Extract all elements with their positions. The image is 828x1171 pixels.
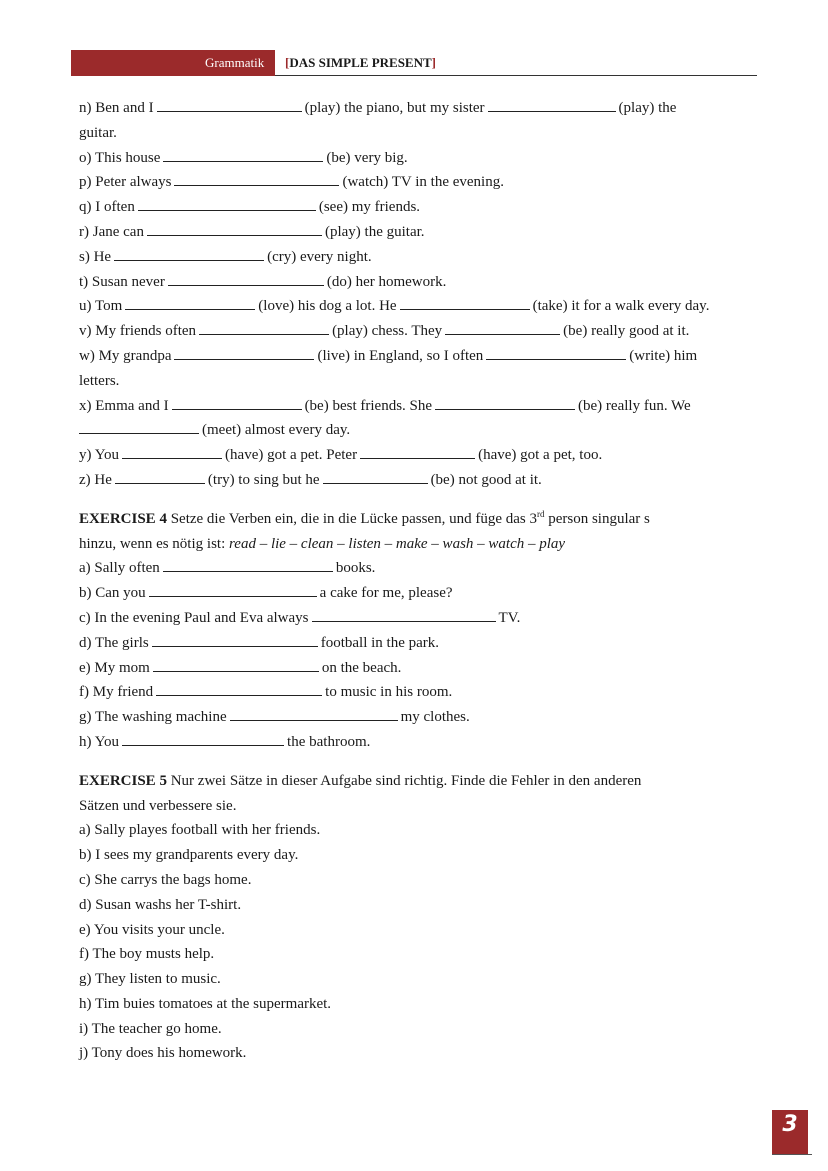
item-letter: x) [79,397,92,414]
item-letter: d) [79,634,92,651]
exercise-3-item [79,319,759,344]
exercise-5-item [79,893,759,918]
item-text: my clothes. [400,709,470,726]
answer-blank[interactable] [156,682,322,696]
item-letter: d) [79,896,92,913]
exercise-3-item [79,146,759,171]
exercise-4-item [79,631,759,656]
exercise-5-item [79,1041,759,1066]
answer-blank[interactable] [149,583,317,597]
exercise-5-item [79,818,759,843]
item-text: (live) in England, so I often [317,347,484,364]
answer-blank[interactable] [486,346,626,360]
item-text: Jane can [92,223,144,240]
item-letter: g) [79,971,92,988]
exercise-4-item [79,705,759,730]
item-text: (watch) TV in the evening. [342,174,504,191]
exercise-3-item [79,245,759,270]
bracket-open: [ [285,55,290,70]
item-text: the bathroom. [287,733,371,750]
item-text: You [94,733,120,750]
item-letter: f) [79,684,89,701]
header-title-text: DAS SIMPLE PRESENT [289,55,432,70]
item-text: Can you [95,585,146,602]
exercise-5-intro: EXERCISE 5 Nur zwei Sätze in dieser Aufgabe sind richtig. Finde die Fehler in den anderen [79,772,642,789]
header-title [285,55,436,71]
item-text: books. [335,560,376,577]
verb-list: read – lie – clean – listen – make – wash – watch – play [229,535,566,552]
page-number: 3 [782,1112,798,1137]
exercise-3-item [79,344,759,369]
item-sentence: They listen to music. [94,971,221,988]
item-letter: w) [79,347,95,364]
item-sentence: She carrys the bags home. [94,871,252,888]
exercise-5-item [79,967,759,992]
item-text: Susan never [91,273,165,290]
answer-blank[interactable] [488,98,616,112]
item-text: I often [95,199,135,216]
item-text: (take) it for a walk every day. [532,298,710,315]
item-letter: g) [79,709,92,726]
item-letter: y) [79,447,92,464]
answer-blank[interactable] [174,172,339,186]
answer-blank[interactable] [114,247,264,261]
item-text: (be) not good at it. [430,471,542,488]
item-letter: q) [79,199,92,216]
item-text: My friend [92,684,154,701]
exercise-5-item [79,843,759,868]
answer-blank[interactable] [435,396,575,410]
item-text: Tom [94,298,123,315]
answer-blank[interactable] [115,470,205,484]
item-text: He [94,471,112,488]
page-number-badge [772,1110,808,1154]
exercise-5-item [79,942,759,967]
item-letter: i) [79,1020,89,1037]
item-text: In the evening Paul and Eva always [94,609,309,626]
exercise-5 [79,769,759,1067]
exercise-5-item [79,1017,759,1042]
exercise-5-item [79,918,759,943]
answer-blank[interactable] [172,396,302,410]
answer-blank[interactable] [163,148,323,162]
item-sentence: I sees my grandparents every day. [95,847,299,864]
header-rule [275,75,757,76]
answer-blank[interactable] [153,658,319,672]
item-text: (play) chess. They [332,323,443,340]
item-text: He [93,248,112,265]
item-text: My grandpa [98,347,172,364]
answer-blank[interactable] [163,558,333,572]
item-letter: e) [79,659,91,676]
item-text: (be) really fun. We [578,397,691,414]
exercise-3-continued [79,96,759,493]
answer-blank[interactable] [125,296,255,310]
exercise-3-item [79,195,759,220]
item-sentence: You visits your uncle. [93,921,225,938]
item-letter: b) [79,585,92,602]
exercise-3-item [79,270,759,295]
worksheet-content [79,96,759,1066]
exercise-5-intro-cont: Sätzen und verbessere sie. [79,797,237,814]
exercise-4-item [79,606,759,631]
item-text: My friends often [95,323,197,340]
answer-blank[interactable] [360,445,475,459]
item-sentence: Tim buies tomatoes at the supermarket. [94,995,332,1012]
item-text: The washing machine [94,709,227,726]
item-text: (see) my friends. [318,199,421,216]
answer-blank[interactable] [122,732,284,746]
exercise-3-item [79,96,759,121]
item-letter: a) [79,560,91,577]
item-letter: c) [79,871,91,888]
answer-blank[interactable] [168,272,324,286]
item-text: You [94,447,120,464]
item-text: (have) got a pet, too. [478,447,603,464]
item-text: to music in his room. [325,684,453,701]
item-letter: h) [79,733,92,750]
exercise-4-heading: EXERCISE 4 [79,510,167,527]
answer-blank[interactable] [199,321,329,335]
answer-blank[interactable] [400,296,530,310]
exercise-5-item [79,992,759,1017]
item-text: (write) him [629,347,698,364]
answer-blank[interactable] [174,346,314,360]
exercise-4-intro-cont: hinzu, wenn es nötig ist: read – lie – clean – listen – make – wash – watch – play [79,535,566,552]
item-text: (have) got a pet. Peter [225,447,358,464]
exercise-3-item [79,443,759,468]
answer-blank[interactable] [79,420,199,434]
answer-blank[interactable] [152,633,318,647]
item-text: This house [94,149,161,166]
exercise-3-item [79,294,759,319]
item-sentence: The teacher go home. [91,1020,222,1037]
exercise-3-item [79,121,759,146]
item-text: (be) best friends. She [304,397,433,414]
answer-blank[interactable] [157,98,302,112]
exercise-4-item [79,656,759,681]
exercise-4-item [79,680,759,705]
item-text: (cry) every night. [267,248,372,265]
item-letter: s) [79,248,90,265]
exercise-4-item [79,556,759,581]
item-text: Ben and I [95,100,154,116]
item-letter: n) [79,100,92,116]
item-letter: o) [79,149,92,166]
item-text: (play) the [618,100,677,116]
item-text: football in the park. [320,634,440,651]
item-letter: t) [79,273,89,290]
header-category: Grammatik [205,55,265,70]
item-text: (be) really good at it. [563,323,690,340]
item-letter: r) [79,223,89,240]
item-letter: h) [79,995,92,1012]
item-sentence: Sally playes football with her friends. [94,822,321,839]
item-text: (try) to sing but he [207,471,320,488]
answer-blank[interactable] [445,321,560,335]
item-letter: j) [79,1045,89,1062]
item-letter: u) [79,298,92,315]
item-letter: b) [79,847,92,864]
item-sentence: Tony does his homework. [91,1045,247,1062]
exercise-4-item [79,581,759,606]
item-text: guitar. [79,124,117,141]
answer-blank[interactable] [147,222,322,236]
exercise-3-item [79,468,759,493]
item-text: letters. [79,372,120,389]
item-text: My mom [94,659,150,676]
exercise-3-item [79,220,759,245]
exercise-4-intro: EXERCISE 4 Setze die Verben ein, die in die Lücke passen, und füge das 3rd person singular s [79,508,650,527]
item-letter: p) [79,174,92,191]
item-text: on the beach. [321,659,402,676]
answer-blank[interactable] [122,445,222,459]
answer-blank[interactable] [138,197,316,211]
item-letter: a) [79,822,91,839]
answer-blank[interactable] [230,707,398,721]
exercise-4-item [79,730,759,755]
exercise-3-item [79,394,759,419]
answer-blank[interactable] [312,608,496,622]
item-letter: e) [79,921,91,938]
item-text: TV. [498,609,521,626]
exercise-3-item [79,170,759,195]
exercise-4 [79,507,759,755]
page-number-rule [772,1154,812,1155]
item-text: (play) the piano, but my sister [304,100,485,116]
exercise-3-item [79,418,759,443]
item-text: The girls [94,634,149,651]
bracket-close: ] [431,55,436,70]
exercise-5-item [79,868,759,893]
exercise-5-heading: EXERCISE 5 [79,772,167,789]
item-text: (meet) almost every day. [202,422,351,439]
item-text: (love) his dog a lot. He [258,298,397,315]
item-letter: z) [79,471,91,488]
item-text: (do) her homework. [326,273,447,290]
item-text: Sally often [94,560,160,577]
item-text: (be) very big. [326,149,408,166]
item-text: Emma and I [95,397,169,414]
item-text: a cake for me, please? [319,585,453,602]
item-letter: f) [79,946,89,963]
item-letter: c) [79,609,91,626]
item-letter: v) [79,323,92,340]
item-text: Peter always [95,174,172,191]
item-sentence: Susan washs her T-shirt. [95,896,242,913]
item-text: (play) the guitar. [324,223,425,240]
answer-blank[interactable] [323,470,428,484]
item-sentence: The boy musts help. [92,946,215,963]
exercise-3-item [79,369,759,394]
